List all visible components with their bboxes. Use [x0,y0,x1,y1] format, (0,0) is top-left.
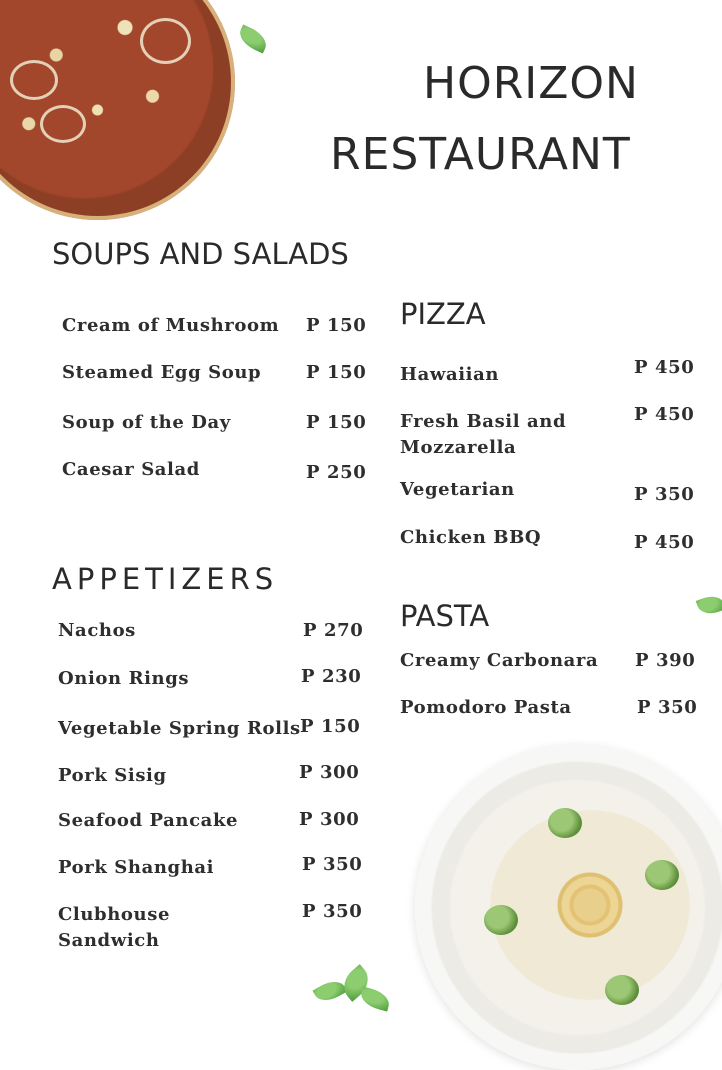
pizza-photo [0,0,235,220]
menu-item-name: Pork Shanghai [58,857,215,878]
menu-item-price: P 150 [306,315,367,336]
menu-item-price: P 450 [634,404,695,425]
mint-leaf-icon [696,592,722,618]
menu-item-price: P 350 [302,854,363,875]
menu-item-name: Cream of Mushroom [62,315,280,336]
pasta-noodles [490,810,690,1000]
menu-item-price: P 270 [303,620,364,641]
menu-item-price: P 350 [637,697,698,718]
menu-item-name: Steamed Egg Soup [62,362,262,383]
menu-item-price: P 150 [306,412,367,433]
broccoli-topping [548,808,582,838]
menu-item-price: P 350 [634,484,695,505]
menu-item-price: P 300 [299,762,360,783]
menu-item-price: P 350 [302,901,363,922]
menu-item-name: Soup of the Day [62,412,231,433]
menu-item-price: P 230 [301,666,362,687]
menu-item-name: Hawaiian [400,364,500,385]
restaurant-name-line2: RESTAURANT [330,129,631,180]
menu-item-name: Seafood Pancake [58,810,239,831]
menu-item-name: Creamy Carbonara [400,650,599,671]
menu-item-price: P 150 [306,362,367,383]
menu-item-name: Vegetable Spring Rolls [58,718,301,739]
menu-item-price: P 300 [299,809,360,830]
menu-item-name: Fresh Basil and Mozzarella [400,411,567,458]
section-title-soups: SOUPS AND SALADS [52,237,349,271]
menu-item-name: Caesar Salad [62,459,200,480]
broccoli-topping [605,975,639,1005]
menu-item-name: Clubhouse Sandwich [58,904,171,951]
mint-leaf-icon [313,976,348,1007]
menu-item-name: Vegetarian [400,479,515,500]
section-title-pasta: PASTA [400,599,490,633]
menu-item-name: Pomodoro Pasta [400,697,572,718]
section-title-appetizers: APPETIZERS [52,562,279,596]
onion-ring-topping [40,105,86,143]
menu-item-price: P 150 [300,716,361,737]
restaurant-name-line1: HORIZON [423,58,639,109]
menu-item-price: P 450 [634,532,695,553]
broccoli-topping [484,905,518,935]
menu-item-name: Onion Rings [58,668,190,689]
onion-ring-topping [10,60,58,100]
broccoli-topping [645,860,679,890]
menu-item-price: P 250 [306,462,367,483]
mint-leaf-icon [358,986,392,1011]
menu-item-price: P 390 [635,650,696,671]
mint-leaf-icon [236,25,271,54]
menu-item-price: P 450 [634,357,695,378]
section-title-pizza: PIZZA [400,297,486,331]
menu-item-name: Nachos [58,620,136,641]
menu-item-name: Pork Sisig [58,765,167,786]
onion-ring-topping [140,18,191,64]
menu-item-name: Chicken BBQ [400,527,542,548]
